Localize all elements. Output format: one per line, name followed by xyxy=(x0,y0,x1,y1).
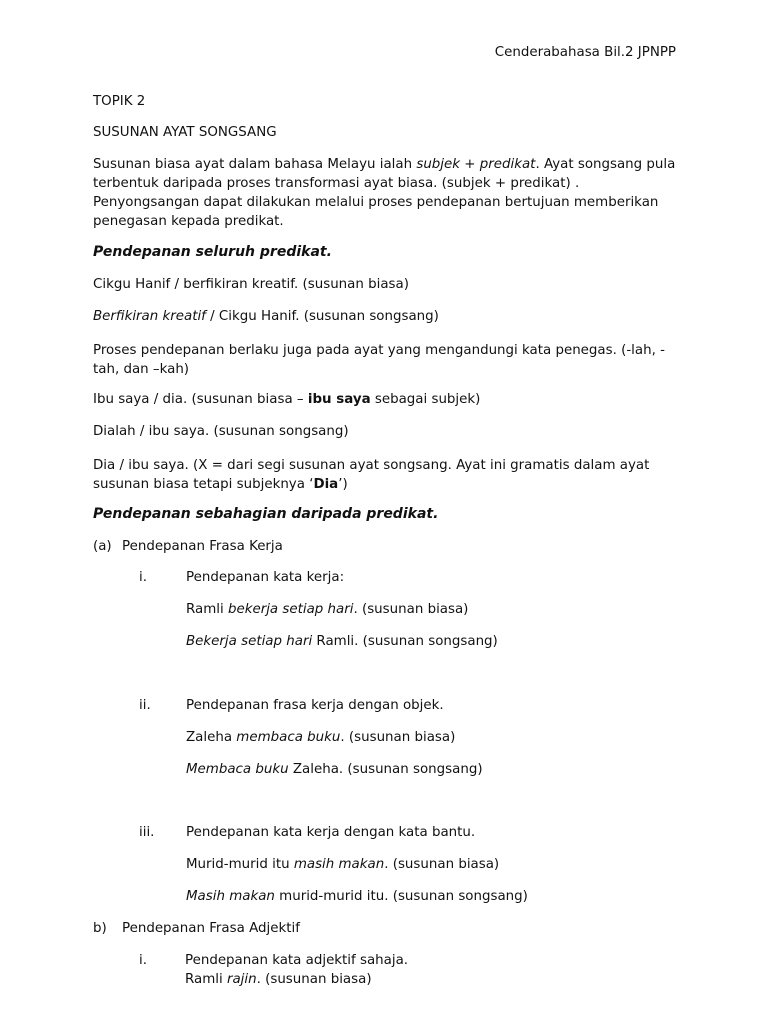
item-title: Pendepanan kata kerja dengan kata bantu. xyxy=(186,825,476,840)
item-number: i. xyxy=(139,570,147,585)
example-rest: . (susunan biasa) xyxy=(256,972,372,987)
example-text: Ramli xyxy=(185,972,227,987)
item-number: ii. xyxy=(139,698,151,713)
document-title: SUSUNAN AYAT SONGSANG xyxy=(93,125,277,140)
subsection-b-label: b) xyxy=(93,921,107,936)
intro-paragraph xyxy=(93,155,683,231)
item-title: Pendepanan kata kerja: xyxy=(186,570,345,585)
item-example-biasa xyxy=(186,602,468,617)
page-header: Cenderabahasa Bil.2 JPNPP xyxy=(494,45,676,60)
example-rest: Ramli. (susunan songsang) xyxy=(312,634,498,649)
example-italic: Membaca buku xyxy=(186,762,289,777)
example-5 xyxy=(93,456,683,494)
example-text: Zaleha xyxy=(186,730,237,745)
example-4: Dialah / ibu saya. (susunan songsang) xyxy=(93,424,349,439)
example-rest: Zaleha. (susunan songsang) xyxy=(288,762,483,777)
penegas-note: Proses pendepanan berlaku juga pada ayat yang mengandungi kata penegas. (-lah, -tah, dan –kah) xyxy=(93,343,665,377)
subsection-b-title: Pendepanan Frasa Adjektif xyxy=(122,921,300,936)
section-heading-1: Pendepanan seluruh predikat. xyxy=(93,244,332,260)
item-title: Pendepanan frasa kerja dengan objek. xyxy=(186,698,444,713)
example-3-text: Ibu saya / dia. (susunan biasa – xyxy=(93,392,308,407)
item-example-songsang xyxy=(186,762,483,777)
example-3 xyxy=(93,392,480,407)
item-example-songsang xyxy=(186,889,528,904)
item-example-songsang xyxy=(186,634,498,649)
example-rest: . (susunan biasa) xyxy=(353,602,469,617)
item-example-biasa xyxy=(186,730,455,745)
example-rest: murid-murid itu. (susunan songsang) xyxy=(274,889,528,904)
example-2-italic: Berfikiran kreatif xyxy=(93,309,206,324)
example-italic: masih makan xyxy=(293,857,385,872)
section-heading-2: Pendepanan sebahagian daripada predikat. xyxy=(93,506,439,522)
example-3-rest: sebagai subjek) xyxy=(370,392,481,407)
subsection-a-title: Pendepanan Frasa Kerja xyxy=(122,539,283,554)
item-example-biasa xyxy=(185,972,372,987)
intro-text-cont: . Ayat songsang pula terbentuk daripada proses transformasi ayat biasa. (subjek + predikat) . Penyongsangan dapat dilakukan melalui proses pendepanan bertujuan memberikan penegasan kepada predikat. xyxy=(93,157,676,229)
example-5-rest: ’) xyxy=(338,477,348,492)
topic-label: TOPIK 2 xyxy=(93,94,146,109)
example-italic: membaca buku xyxy=(236,730,341,745)
intro-text: Susunan biasa ayat dalam bahasa Melayu ialah xyxy=(93,157,417,172)
example-5-bold: Dia xyxy=(313,477,339,492)
example-italic: bekerja setiap hari xyxy=(227,602,354,617)
example-5-text: Dia / ibu saya. (X = dari segi susunan ayat songsang. Ayat ini gramatis dalam ayat susunan biasa tetapi subjeknya ‘ xyxy=(93,458,650,492)
item-number: i. xyxy=(139,953,147,968)
example-rest: . (susunan biasa) xyxy=(384,857,500,872)
item-title: Pendepanan kata adjektif sahaja. xyxy=(185,953,409,968)
example-rest: . (susunan biasa) xyxy=(340,730,456,745)
example-2-rest: / Cikgu Hanif. (susunan songsang) xyxy=(205,309,439,324)
example-3-bold: ibu saya xyxy=(307,392,371,407)
example-italic: Bekerja setiap hari xyxy=(186,634,313,649)
intro-formula: subjek + predikat xyxy=(416,157,536,172)
example-2 xyxy=(93,309,439,324)
example-1: Cikgu Hanif / berfikiran kreatif. (susunan biasa) xyxy=(93,277,409,292)
item-number: iii. xyxy=(139,825,155,840)
example-italic: Masih makan xyxy=(186,889,275,904)
example-text: Ramli xyxy=(186,602,228,617)
example-italic: rajin xyxy=(226,972,257,987)
example-text: Murid-murid itu xyxy=(186,857,294,872)
item-example-biasa xyxy=(186,857,499,872)
subsection-a-label: (a) xyxy=(93,539,112,554)
